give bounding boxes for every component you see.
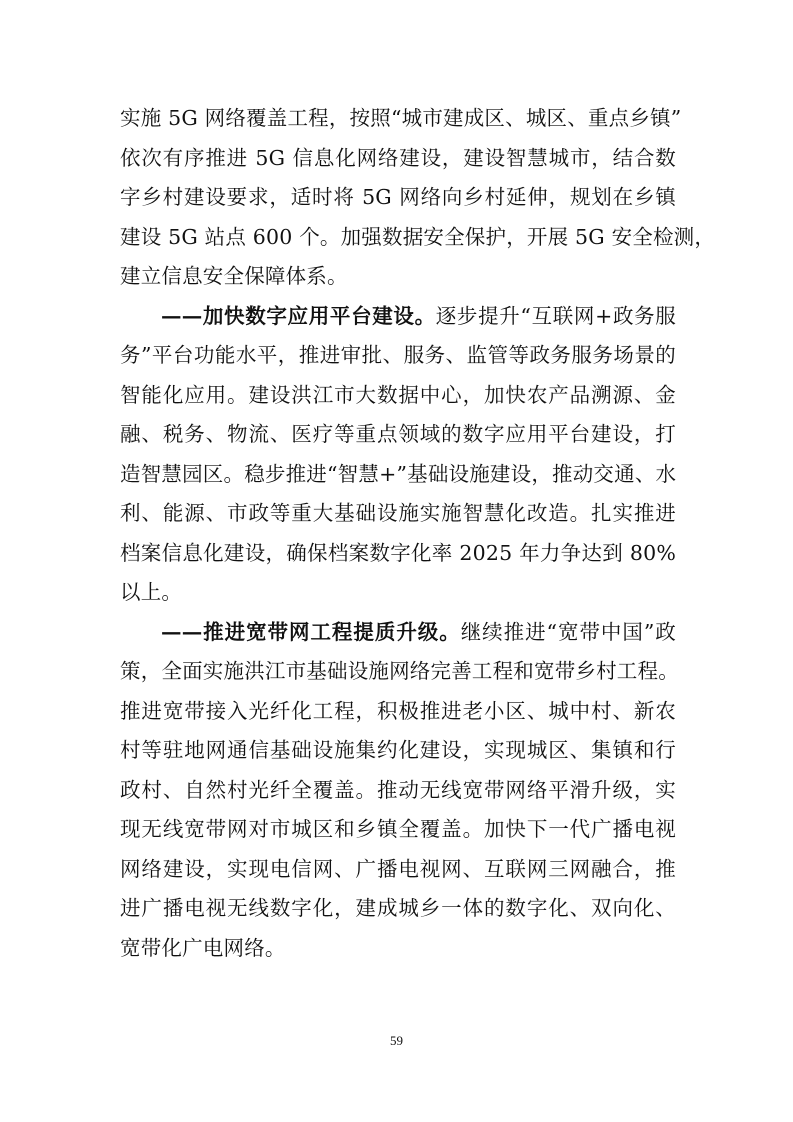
paragraph-line: 政村、自然村光纤全覆盖。推动无线宽带网络平滑升级，实 <box>120 777 676 802</box>
paragraph-line: 档案信息化建设，确保档案数字化率 2025 年力争达到 80% <box>120 540 676 565</box>
paragraph-line: 现无线宽带网对市城区和乡镇全覆盖。加快下一代广播电视 <box>120 817 676 841</box>
paragraph-digital-platform <box>120 297 676 613</box>
paragraph-line: 推进宽带接入光纤化工程，积极推进老小区、城中村、新农 <box>120 698 676 723</box>
paragraph-broadband-upgrade <box>120 613 679 969</box>
paragraph-line: 村等驻地网通信基础设施集约化建设，实现城区、集镇和行 <box>120 738 676 762</box>
paragraph-lead-heading: ——加快数字应用平台建设。 <box>161 303 436 328</box>
paragraph-line: 策，全面实施洪江市基础设施网络完善工程和宽带乡村工程。 <box>120 659 679 683</box>
paragraph-line: 智能化应用。建设洪江市大数据中心，加快农产品溯源、金 <box>120 382 676 407</box>
paragraph-first-line-text: 继续推进“宽带中国”政 <box>460 619 676 644</box>
paragraph-line: 务”平台功能水平，推进审批、服务、监管等政务服务场景的 <box>120 343 676 367</box>
paragraph-first-line <box>120 297 676 337</box>
paragraph-lead-heading: ——推进宽带网工程提质升级。 <box>161 619 461 644</box>
paragraph-line: 宽带化广电网络。 <box>120 935 286 960</box>
paragraph-line: 以上。 <box>120 580 183 604</box>
paragraph-line: 实施 5G 网络覆盖工程，按照“城市建成区、城区、重点乡镇” <box>120 106 682 130</box>
paragraph-line: 建立信息安全保障体系。 <box>120 264 348 288</box>
page-number: 59 <box>390 1033 403 1048</box>
body-text <box>120 99 716 968</box>
paragraph-5g-coverage <box>120 99 716 297</box>
paragraph-line: 造智慧园区。稳步推进“智慧+”基础设施建设，推动交通、水 <box>120 461 677 486</box>
paragraph-line: 依次有序推进 5G 信息化网络建设，建设智慧城市，结合数 <box>120 145 676 170</box>
paragraph-first-line-text: 逐步提升“互联网+政务服 <box>435 303 676 328</box>
paragraph-line: 利、能源、市政等重大基础设施实施智慧化改造。扎实推进 <box>120 501 676 525</box>
paragraph-line: 字乡村建设要求，适时将 5G 网络向乡村延伸，规划在乡镇 <box>120 185 676 209</box>
paragraph-line: 融、税务、物流、医疗等重点领域的数字应用平台建设，打 <box>120 422 676 446</box>
paragraph-first-line <box>120 613 676 653</box>
paragraph-line: 建设 5G 站点 600 个。加强数据安全保护，开展 5G 安全检测， <box>120 224 716 249</box>
paragraph-line: 网络建设，实现电信网、广播电视网、互联网三网融合，推 <box>120 856 676 881</box>
paragraph-line: 进广播电视无线数字化，建成城乡一体的数字化、双向化、 <box>120 896 676 920</box>
